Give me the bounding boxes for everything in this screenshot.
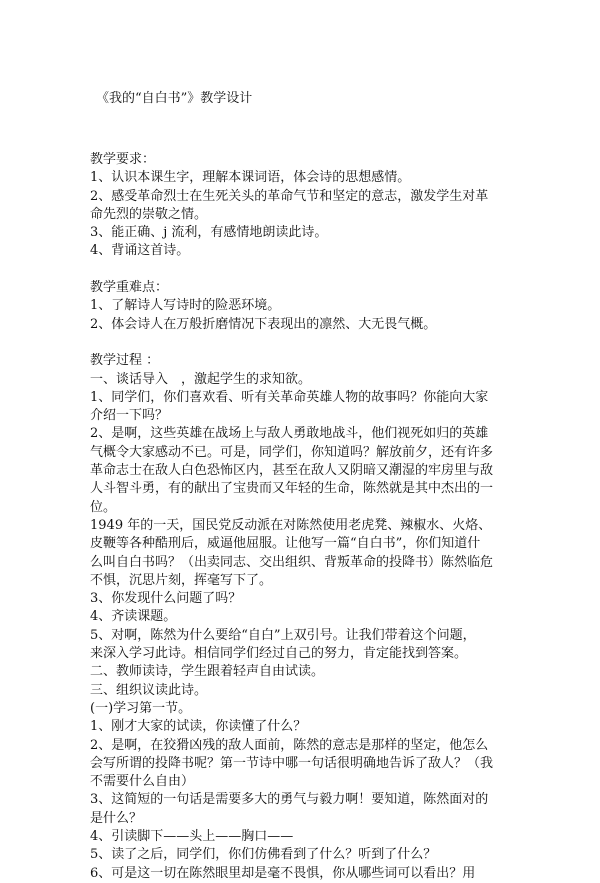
text-line: 2、感受革命烈士在生死关头的革命气节和坚定的意志，激发学生对革: [90, 188, 489, 204]
text-line: 是什么？: [90, 810, 143, 826]
text-line: 6、可是这一切在陈然眼里却是毫不畏惧，你从哪些词可以看出？用: [90, 865, 476, 881]
text-line: 2、是啊，在狡猾凶残的敌人面前，陈然的意志是那样的坚定，他怎么: [90, 737, 489, 753]
text-line: 二、教师读诗，学生跟着轻声自由试读。: [90, 664, 325, 680]
text-line: 位。: [90, 499, 117, 515]
document-title: 《我的“自白书”》教学设计: [96, 91, 253, 106]
text-line: 3、这简短的一句话是需要多大的勇气与毅力啊！要知道，陈然面对的: [90, 792, 489, 808]
text-line: 2、体会诗人在万般折磨情况下表现出的凛然、大无畏气概。: [90, 316, 437, 332]
text-line: 一、谈话导入 ，激起学生的求知欲。: [90, 371, 312, 387]
text-line: 1、认识本课生字，理解本课词语，体会诗的思想感情。: [90, 170, 411, 186]
text-line: 1、刚才大家的试读，你读懂了什么？: [90, 719, 307, 735]
text-line: 1、了解诗人写诗时的险恶环境。: [90, 298, 281, 314]
text-line: 人斗智斗勇，有的献出了宝贵而又年轻的生命，陈然就是其中杰出的一: [90, 481, 494, 497]
text-line: 教学过程 ：: [90, 353, 160, 369]
text-line: (一)学习第一节。: [90, 700, 192, 716]
blank-line: [90, 334, 510, 352]
text-line: 2、是啊，这些英雄在战场上与敌人勇敢地战斗，他们视死如归的英雄: [90, 426, 489, 442]
text-line: 1949 年的一天，国民党反动派在对陈然使用老虎凳、辣椒水、火烙、: [90, 517, 492, 533]
text-line: 教学要求：: [90, 152, 156, 167]
text-line: 5、读了之后，同学们，你们仿佛看到了什么？听到了什么？: [90, 847, 437, 863]
text-line: 4、背诵这首诗。: [90, 243, 190, 259]
text-line: 介绍一下吗？: [90, 408, 169, 424]
text-line: 不惧，沉思片刻，挥毫写下了。: [90, 572, 273, 588]
text-line: 么叫自白书吗？（出卖同志、交出组织、背叛革命的投降书）陈然临危: [90, 554, 494, 570]
text-line: 来深入学习此诗。相信同学们经过自己的努力，肯定能找到答案。: [90, 646, 468, 662]
text-line: 1、同学们，你们喜欢看、听有关革命英雄人物的故事吗？你能向大家: [90, 389, 489, 405]
text-line: 4、齐读课题。: [90, 609, 177, 625]
text-line: 3、你发现什么问题了吗？: [90, 591, 242, 607]
text-line: 4、引读脚下——头上——胸口——: [90, 828, 294, 844]
text-line: 气概令大家感动不已。可是，同学们，你知道吗？解放前夕，还有许多: [90, 444, 494, 460]
text-line: 革命志士在敌人白色恐怖区内，甚至在敌人又阴暗又潮湿的牢房里与敌: [90, 463, 494, 479]
text-line: 教学重难点：: [90, 280, 169, 296]
text-line: 5、对啊，陈然为什么要给“自白”上双引号。让我们带着这个问题，: [90, 627, 476, 643]
document-body: [90, 151, 510, 883]
blank-line: [90, 261, 510, 279]
text-line: 3、能正确、j 流利，有感情地朗读此诗。: [90, 225, 328, 241]
text-line: 皮鞭等各种酷刑后，威逼他屈服。让他写一篇“自白书”，你们知道什: [90, 536, 481, 552]
text-line: 会写所谓的投降书呢？第一节诗中哪一句话很明确地告诉了敌人？（我: [90, 755, 494, 771]
text-line: 三、组织议读此诗。: [90, 682, 208, 698]
text-line: 不需要什么自由）: [90, 774, 195, 790]
text-line: 命先烈的崇敬之情。: [90, 206, 208, 222]
